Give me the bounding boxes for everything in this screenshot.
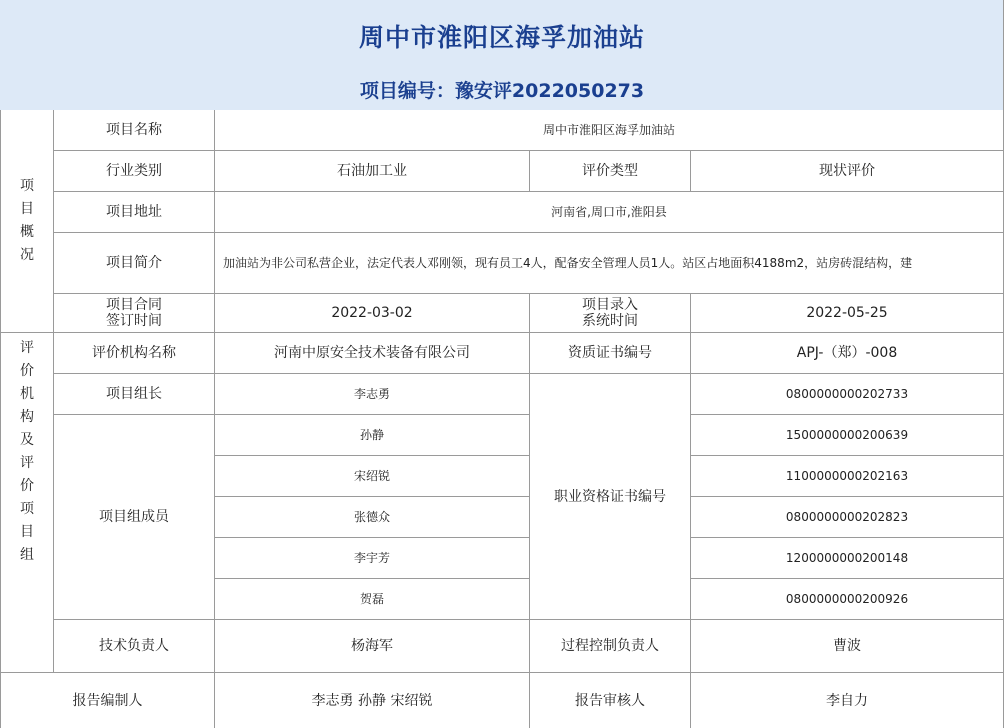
section-char: 机 [20,386,34,402]
project-number-label: 项目编号： [359,80,455,102]
report-reviewer-label: 报告审核人 [530,673,691,728]
member-cert: 1100000000202163 [691,456,1004,497]
page-title: 周中市淮阳区海孚加油站 [358,23,645,52]
member-cert: 1500000000200639 [691,415,1004,456]
members-label: 项目组成员 [54,415,215,620]
page-header [0,0,1004,111]
section-char: 项 [20,178,34,194]
section-char: 况 [20,247,34,263]
brief-label: 项目简介 [54,233,215,294]
section-char: 评 [20,455,34,471]
project-number [0,76,1004,103]
project-info-table [0,110,1004,728]
report-reviewer-value: 李自力 [691,673,1004,728]
tech-lead-value: 杨海军 [215,620,530,673]
name-value: 周中市淮阳区海孚加油站 [215,110,1004,151]
address-value: 河南省,周口市,淮阳县 [215,192,1004,233]
entry-date-value: 2022-05-25 [691,294,1004,333]
process-lead-label: 过程控制负责人 [530,620,691,673]
entry-date-label [530,294,691,333]
qual-cert-label: 职业资格证书编号 [530,374,691,620]
address-label: 项目地址 [54,192,215,233]
contract-label-line1: 项目合同 [106,297,162,313]
member-cert: 1200000000200148 [691,538,1004,579]
section-char: 及 [20,432,34,448]
name-label: 项目名称 [54,110,215,151]
member-name: 贺磊 [215,579,530,620]
cert-label: 资质证书编号 [530,333,691,374]
leader-name: 李志勇 [215,374,530,415]
entry-label-line2: 系统时间 [582,313,638,329]
cert-value: APJ-（郑）-008 [691,333,1004,374]
member-cert: 0800000000202823 [691,497,1004,538]
section-char: 评 [20,340,34,356]
section-char: 目 [20,201,34,217]
member-name: 孙静 [215,415,530,456]
industry-value: 石油加工业 [215,151,530,192]
section-char: 组 [20,547,34,563]
leader-cert: 0800000000202733 [691,374,1004,415]
section-institution-label [1,333,54,673]
brief-value: 加油站为非公司私营企业，法定代表人邓刚领，现有员工4人，配备安全管理人员1人。站区占地面积4188m2，站房砖混结构，建 [215,233,1004,294]
industry-label: 行业类别 [54,151,215,192]
report-writer-value: 李志勇 孙静 宋绍锐 [215,673,530,728]
eval-type-label: 评价类型 [530,151,691,192]
report-writer-label: 报告编制人 [1,673,215,728]
section-char: 构 [20,409,34,425]
entry-label-line1: 项目录入 [582,297,638,313]
eval-type-value: 现状评价 [691,151,1004,192]
member-name: 宋绍锐 [215,456,530,497]
contract-label-line2: 签订时间 [106,313,162,329]
org-label: 评价机构名称 [54,333,215,374]
contract-date-label [54,294,215,333]
section-char: 项 [20,501,34,517]
member-cert: 0800000000200926 [691,579,1004,620]
section-char: 概 [20,224,34,240]
project-number-value: 豫安评2022050273 [454,80,645,102]
leader-label: 项目组长 [54,374,215,415]
member-name: 李宇芳 [215,538,530,579]
contract-date-value: 2022-03-02 [215,294,530,333]
section-char: 价 [20,478,34,494]
section-overview-label [1,110,54,333]
section-char: 目 [20,524,34,540]
member-name: 张德众 [215,497,530,538]
section-char: 价 [20,363,34,379]
tech-lead-label: 技术负责人 [54,620,215,673]
process-lead-value: 曹波 [691,620,1004,673]
org-value: 河南中原安全技术装备有限公司 [215,333,530,374]
